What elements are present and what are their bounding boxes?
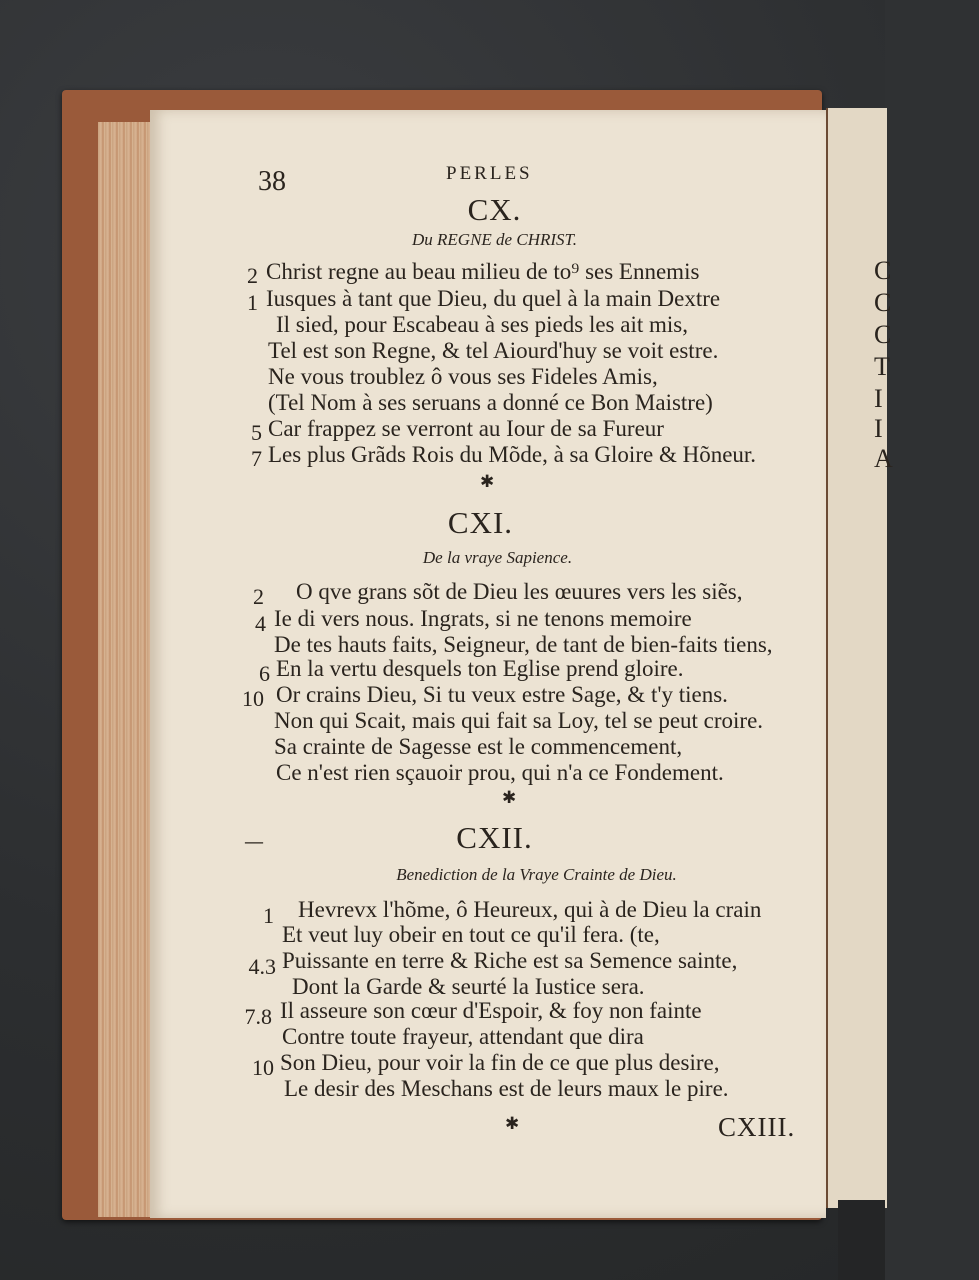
facing-letter: C xyxy=(874,288,892,317)
verse-line: Hevrevx l'hõme, ô Heureux, qui à de Dieu la crain xyxy=(298,897,762,922)
margin-dash: — xyxy=(244,829,264,853)
verse-number: 4.3 xyxy=(248,954,276,979)
ornament-asterisk: ✱ xyxy=(502,788,517,808)
ornament-asterisk: ✱ xyxy=(480,472,495,492)
running-head: PERLES xyxy=(446,163,533,184)
verse-line: Iusques à tant que Dieu, du quel à la main Dextre xyxy=(266,286,721,311)
verse-number: 4 xyxy=(255,611,266,636)
verse-number: 10 xyxy=(252,1055,274,1080)
facing-letter: T xyxy=(874,352,890,381)
psalm-subtitle: Du REGNE de CHRIST. xyxy=(412,230,577,249)
verse-number: 5 xyxy=(251,420,262,445)
verse-number: 6 xyxy=(259,661,270,686)
verse-line: Dont la Garde & seurté la Iustice sera. xyxy=(292,974,645,999)
verse-line: Ie di vers nous. Ingrats, si ne tenons memoire xyxy=(274,606,692,631)
verse-line: (Tel Nom à ses seruans a donné ce Bon Maistre) xyxy=(268,390,713,415)
verse-number: 10 xyxy=(242,686,264,711)
verse-line: Il asseure son cœur d'Espoir, & foy non fainte xyxy=(280,998,702,1023)
verse-number: 1 xyxy=(263,903,274,928)
verse-line: Christ regne au beau milieu de to⁹ ses Ennemis xyxy=(266,259,700,284)
verse-line: Contre toute frayeur, attendant que dira xyxy=(282,1024,644,1049)
facing-letter: A xyxy=(874,444,893,473)
verse-line: Et veut luy obeir en tout ce qu'il fera. (te, xyxy=(282,922,660,947)
verse-line: Il sied, pour Escabeau à ses pieds les ait mis, xyxy=(276,312,688,337)
background-corner xyxy=(838,1200,885,1280)
facing-page xyxy=(826,108,893,1208)
verse-line: Puissante en terre & Riche est sa Semence sainte, xyxy=(282,948,738,973)
facing-letter: I xyxy=(874,414,883,443)
psalm-numeral: CXI. xyxy=(447,505,514,540)
verse-line: En la vertu desquels ton Eglise prend gloire. xyxy=(276,656,684,681)
verse-number: 2 xyxy=(247,263,258,288)
verse-line: O qve grans sõt de Dieu les œuures vers les siẽs, xyxy=(296,579,743,604)
psalm-numeral: CX. xyxy=(467,192,522,227)
facing-letter: C xyxy=(874,256,892,285)
ornament-asterisk: ✱ xyxy=(505,1114,520,1134)
facing-letter: I xyxy=(874,384,883,413)
verse-line: Tel est son Regne, & tel Aiourd'huy se voit estre. xyxy=(268,338,719,363)
page-number: 38 xyxy=(258,166,286,197)
verse-line: De tes hauts faits, Seigneur, de tant de bien-faits tiens, xyxy=(274,632,773,657)
verse-line: Son Dieu, pour voir la fin de ce que plus desire, xyxy=(280,1050,720,1075)
verse-number: 2 xyxy=(253,584,264,609)
catchword: CXIII. xyxy=(718,1112,796,1142)
verse-line: Les plus Grãds Rois du Mõde, à sa Gloire & Hõneur. xyxy=(268,442,757,467)
verse-line: Or crains Dieu, Si tu veux estre Sage, & t'y tiens. xyxy=(276,682,728,707)
verse-line: Non qui Scait, mais qui fait sa Loy, tel se peut croire. xyxy=(274,708,764,733)
verse-number: 7 xyxy=(251,446,262,471)
psalm-numeral: CXII. xyxy=(456,820,533,855)
verse-number: 1 xyxy=(247,290,258,315)
verse-line: Le desir des Meschans est de leurs maux le pire. xyxy=(284,1076,729,1101)
verse-line: Ne vous troublez ô vous ses Fideles Amis, xyxy=(268,364,658,389)
psalm-subtitle: De la vraye Sapience. xyxy=(422,548,573,567)
verse-line: Sa crainte de Sagesse est le commencement, xyxy=(274,734,683,759)
verse-line: Car frappez se verront au Iour de sa Fureur xyxy=(268,416,664,441)
psalm-subtitle: Benediction de la Vraye Crainte de Dieu. xyxy=(396,865,677,884)
verse-number: 7.8 xyxy=(244,1004,272,1029)
facing-letter: C xyxy=(874,320,892,349)
verse-line: Ce n'est rien sçauoir prou, qui n'a ce Fondement. xyxy=(276,760,724,785)
